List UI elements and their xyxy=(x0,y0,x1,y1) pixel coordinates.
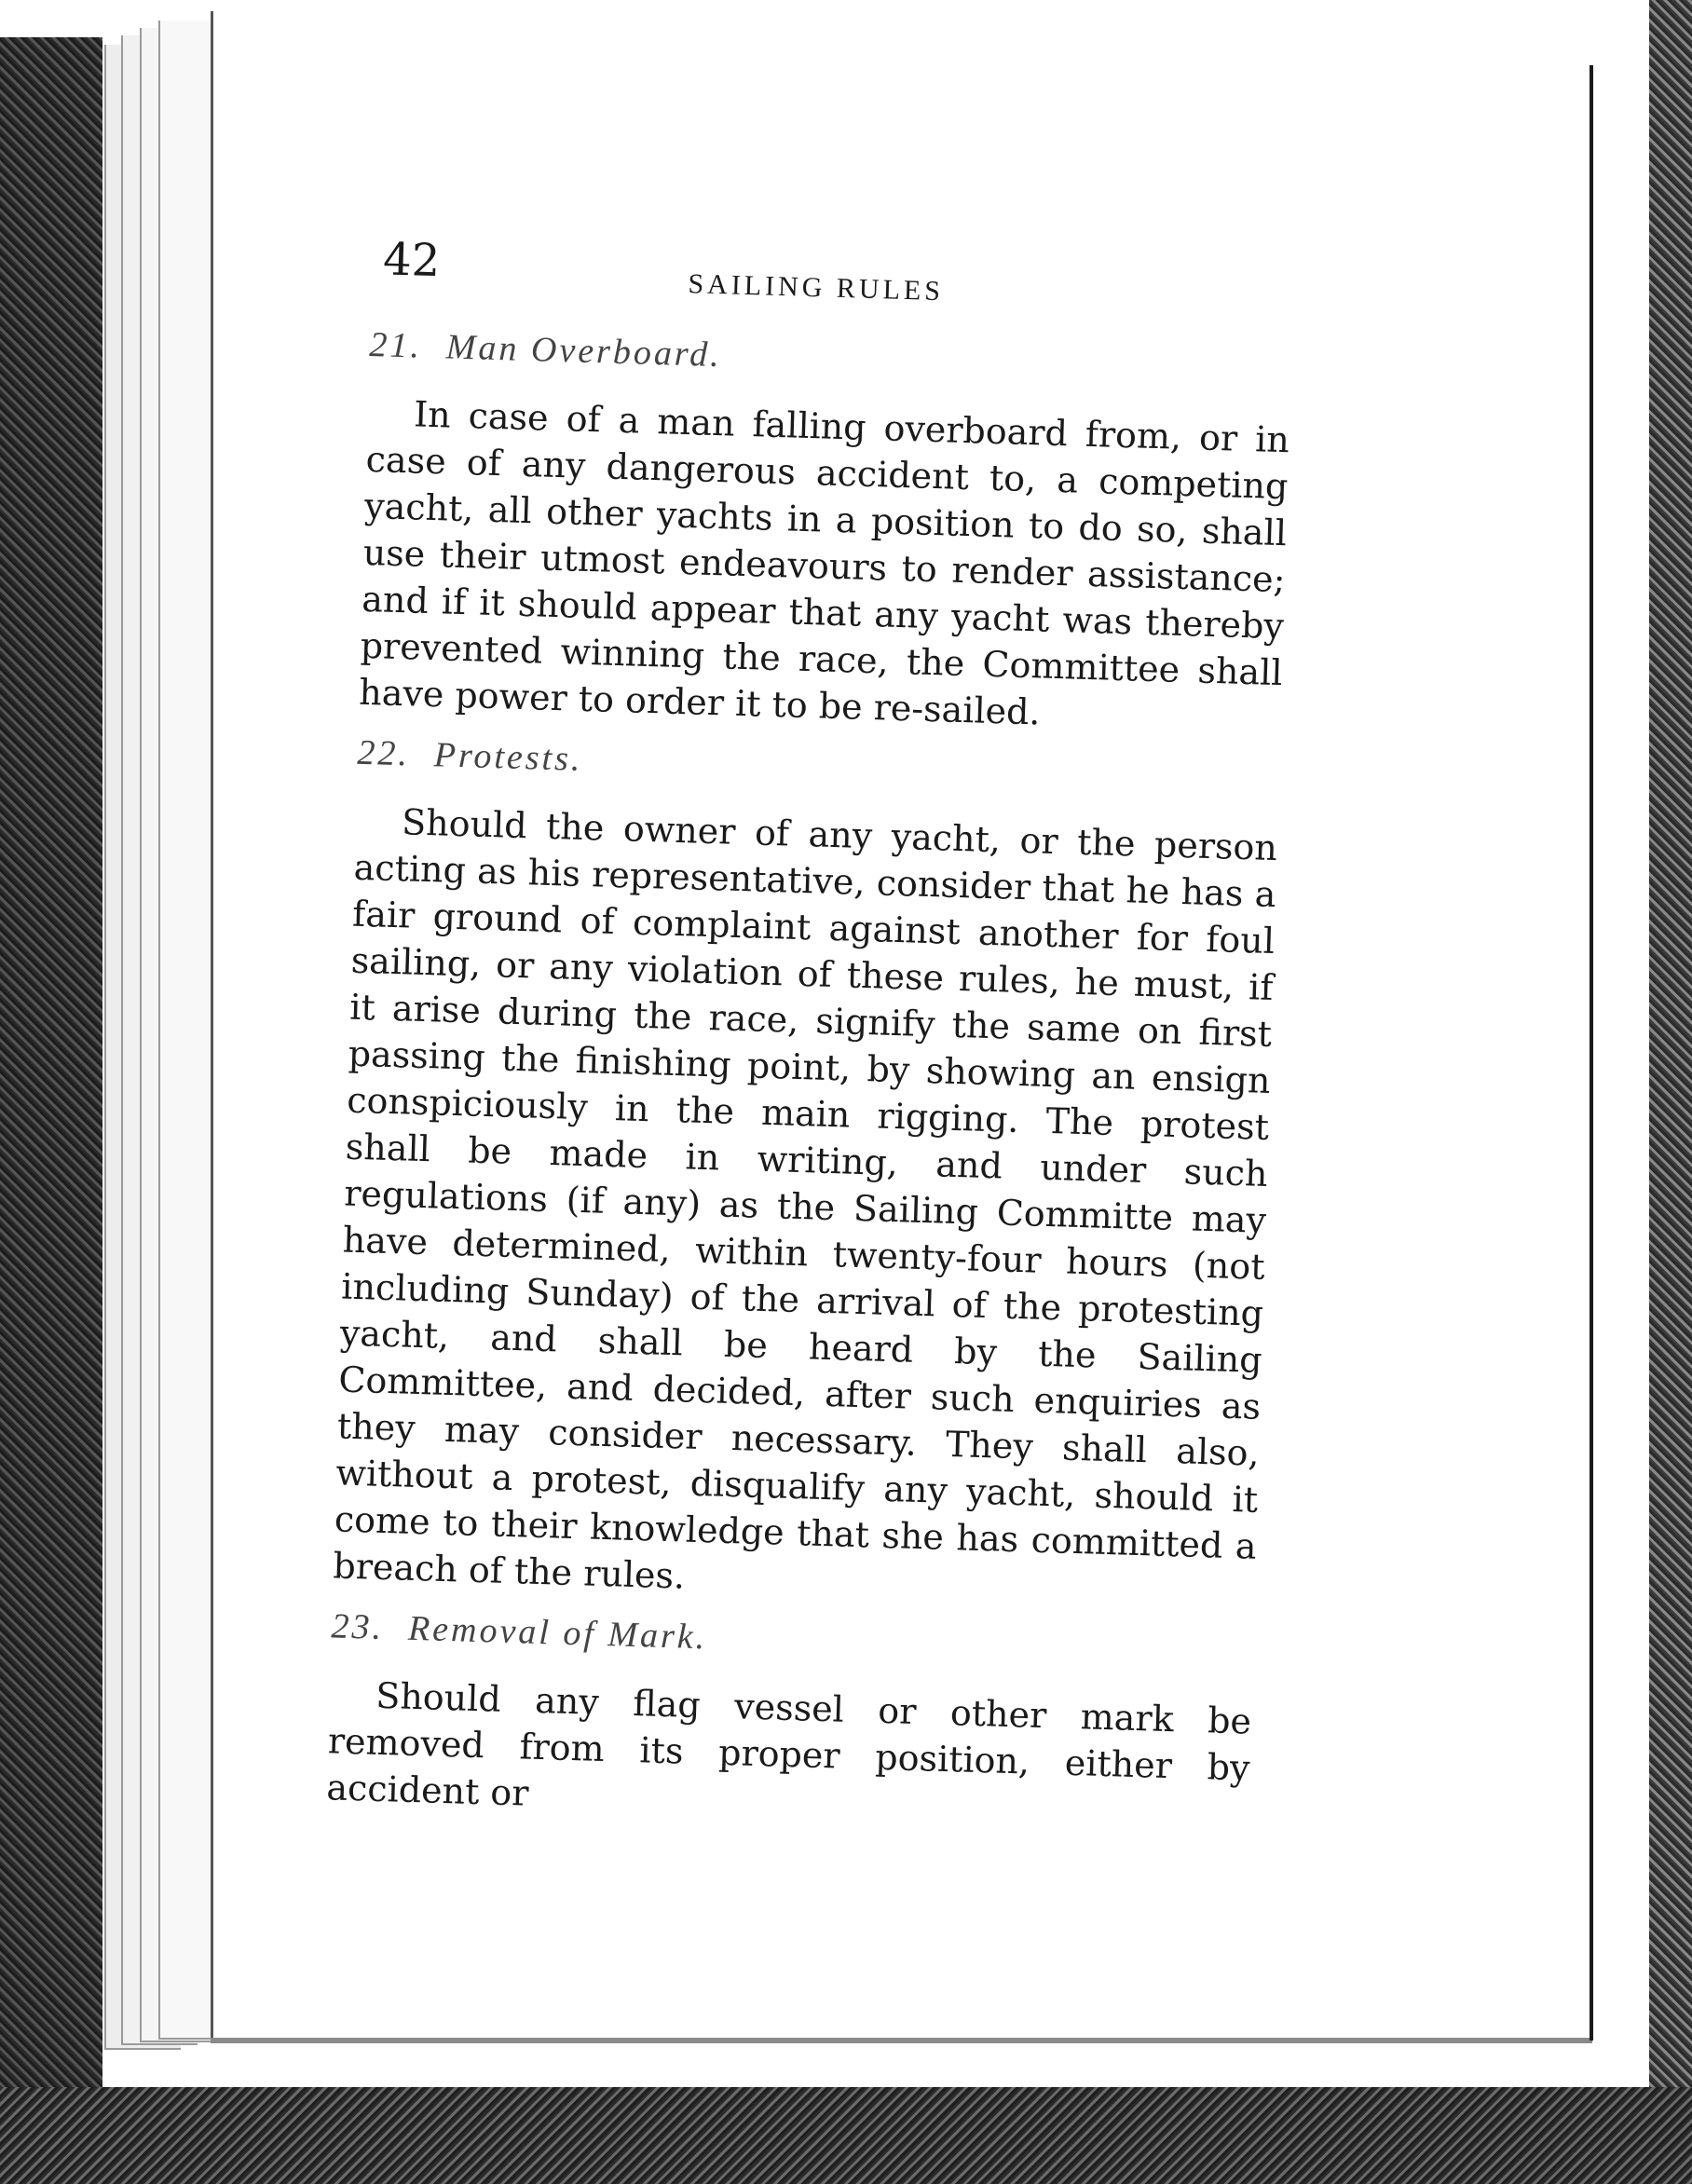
page-number: 42 xyxy=(382,233,442,288)
page-text-block xyxy=(325,233,1294,1853)
section-paragraph: Should any flag vessel or other mark be removed from its proper position, either by accident or xyxy=(325,1674,1252,1814)
section-title: Protests. xyxy=(433,735,584,779)
page-gutter xyxy=(1590,65,1593,2041)
section-number: 23. xyxy=(330,1606,385,1648)
running-head: SAILING RULES xyxy=(688,268,945,307)
section-title: Man Overboard. xyxy=(445,327,723,375)
section-paragraph: Should the owner of any yacht, or the person acting as his representative, consider that he has a fair ground of complaint against another for foul sailing, or any violation of these rules, he must, if it arise during the race, signify the same on first passing the finishing point, by showing an ensign conspiciously in the main rigging. The protest shall be made in writing, and under such regulations (if any) as the Sailing Committe may have determined, within twenty-four hours (not including Sunday) of the arrival of the protesting yacht, and shall be heard by the Sailing Committee, and decided, after such enquiries as they may consider necessary. They shall also, without a protest, disqualify any yacht, should it come to their knowledge that she has committed a breach of the rules. xyxy=(332,801,1278,1597)
facing-page xyxy=(1593,56,1649,2087)
section-number: 21. xyxy=(368,324,423,366)
section-title: Removal of Mark. xyxy=(407,1608,708,1658)
section-heading xyxy=(357,732,1280,800)
book-binding-bottom xyxy=(0,2087,1692,2184)
book-binding-right xyxy=(1649,0,1692,2184)
section-heading xyxy=(369,324,1292,392)
section-heading xyxy=(331,1605,1254,1673)
book-binding-left xyxy=(0,28,102,2184)
section-paragraph: In case of a man falling overboard from, or in case of any dangerous accident to, a competing yacht, all other yachts in a position to do so, shall use their utmost endeavours to render assistance; and if it should appear that any yacht was thereby prevented winning the race, the Committee shall have power to order it to be re-sailed. xyxy=(358,393,1290,733)
section-number: 22. xyxy=(356,732,411,774)
